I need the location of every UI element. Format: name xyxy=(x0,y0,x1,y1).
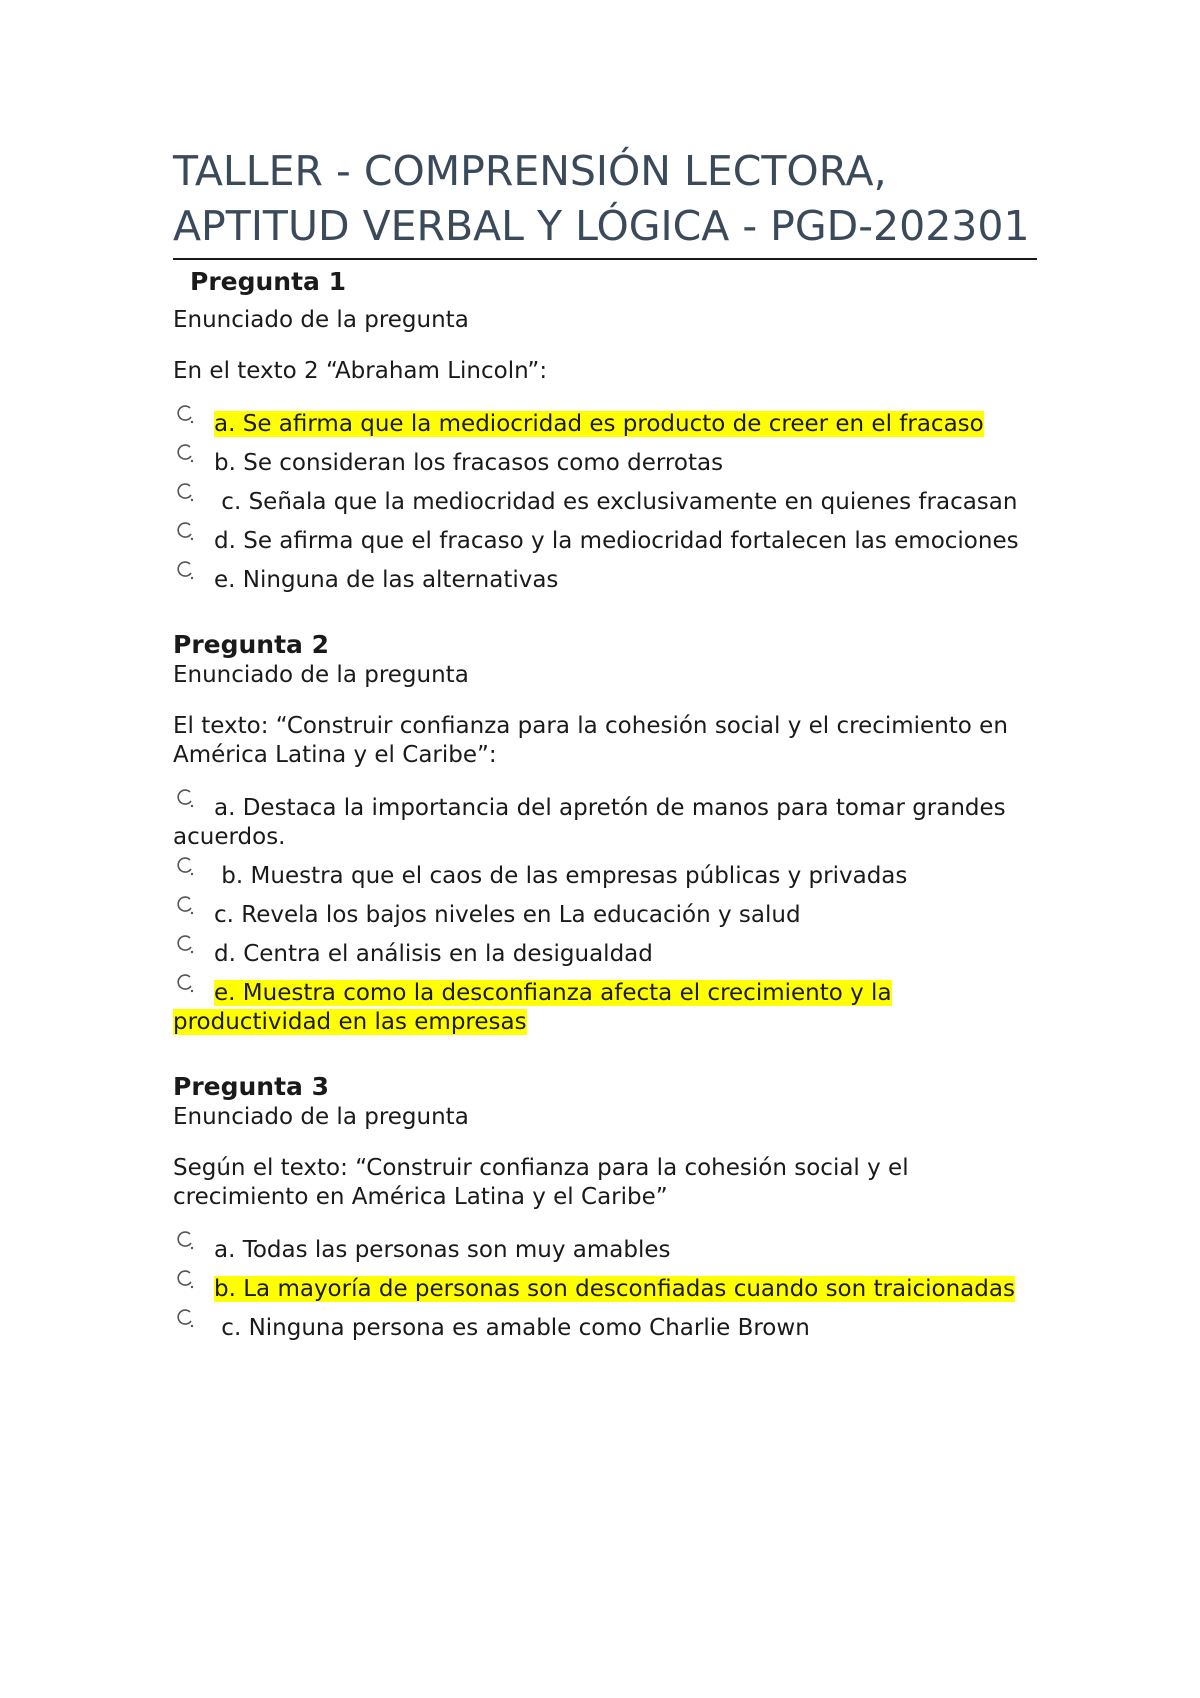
radio-button-unchecked-icon[interactable] xyxy=(173,527,214,549)
option-text: c. Señala que la mediocridad es exclusivamente en quienes fracasan xyxy=(214,489,1018,515)
option-e[interactable] xyxy=(173,566,1037,595)
option-a[interactable] xyxy=(173,794,1037,852)
option-text: c. Revela los bajos niveles en La educación y salud xyxy=(214,902,801,928)
radio-button-unchecked-icon[interactable] xyxy=(173,940,214,962)
option-e[interactable] xyxy=(173,979,1037,1037)
option-b[interactable] xyxy=(173,1275,1037,1304)
document-page xyxy=(173,0,1037,1353)
radio-button-unchecked-icon[interactable] xyxy=(173,979,214,1001)
radio-button-unchecked-icon[interactable] xyxy=(173,410,214,432)
radio-button-unchecked-icon[interactable] xyxy=(173,449,214,471)
option-text: b. Muestra que el caos de las empresas públicas y privadas xyxy=(214,863,908,889)
options-list xyxy=(173,1236,1037,1343)
question-heading: Pregunta 3 xyxy=(173,1072,330,1101)
question-label: Enunciado de la pregunta xyxy=(173,662,469,688)
option-d[interactable] xyxy=(173,940,1037,969)
question-text: Según el texto: “Construir confianza para la cohesión social y el crecimiento en América Latina y el Caribe” xyxy=(173,1155,909,1210)
radio-button-unchecked-icon[interactable] xyxy=(173,794,214,816)
option-text: c. Ninguna persona es amable como Charlie Brown xyxy=(214,1315,810,1341)
option-c[interactable] xyxy=(173,1314,1037,1343)
option-b[interactable] xyxy=(173,862,1037,891)
option-a[interactable] xyxy=(173,1236,1037,1265)
radio-button-unchecked-icon[interactable] xyxy=(173,566,214,588)
question-text: En el texto 2 “Abraham Lincoln”: xyxy=(173,358,548,384)
document-title: TALLER - COMPRENSIÓN LECTORA, APTITUD VERBAL Y LÓGICA - PGD-202301 xyxy=(173,0,1037,260)
option-text: d. Centra el análisis en la desigualdad xyxy=(214,941,653,967)
radio-button-unchecked-icon[interactable] xyxy=(173,488,214,510)
question-label: Enunciado de la pregunta xyxy=(173,1104,469,1130)
option-text: e. Muestra como la desconfianza afecta el crecimiento y la productividad en las empresas xyxy=(173,980,892,1035)
option-b[interactable] xyxy=(173,449,1037,478)
options-list xyxy=(173,794,1037,1037)
option-c[interactable] xyxy=(173,901,1037,930)
question-label: Enunciado de la pregunta xyxy=(173,307,469,333)
question-1 xyxy=(173,266,1037,595)
option-text: b. Se consideran los fracasos como derrotas xyxy=(214,450,724,476)
option-a[interactable] xyxy=(173,410,1037,439)
option-text: a. Se afirma que la mediocridad es producto de creer en el fracaso xyxy=(214,411,984,437)
radio-button-unchecked-icon[interactable] xyxy=(173,1314,214,1336)
question-text: El texto: “Construir confianza para la cohesión social y el crecimiento en América Latina y el Caribe”: xyxy=(173,713,1008,768)
question-heading: Pregunta 1 xyxy=(190,267,347,296)
option-d[interactable] xyxy=(173,527,1037,556)
radio-button-unchecked-icon[interactable] xyxy=(173,1275,214,1297)
option-text: a. Destaca la importancia del apretón de manos para tomar grandes acuerdos. xyxy=(173,795,1006,850)
radio-button-unchecked-icon[interactable] xyxy=(173,901,214,923)
question-heading: Pregunta 2 xyxy=(173,630,330,659)
radio-button-unchecked-icon[interactable] xyxy=(173,862,214,884)
question-3 xyxy=(173,1071,1037,1343)
option-c[interactable] xyxy=(173,488,1037,517)
options-list xyxy=(173,410,1037,595)
option-text: e. Ninguna de las alternativas xyxy=(214,567,559,593)
question-2 xyxy=(173,629,1037,1037)
option-text: d. Se afirma que el fracaso y la mediocridad fortalecen las emociones xyxy=(214,528,1019,554)
radio-button-unchecked-icon[interactable] xyxy=(173,1236,214,1258)
option-text: a. Todas las personas son muy amables xyxy=(214,1237,671,1263)
option-text: b. La mayoría de personas son desconfiadas cuando son traicionadas xyxy=(214,1276,1015,1302)
